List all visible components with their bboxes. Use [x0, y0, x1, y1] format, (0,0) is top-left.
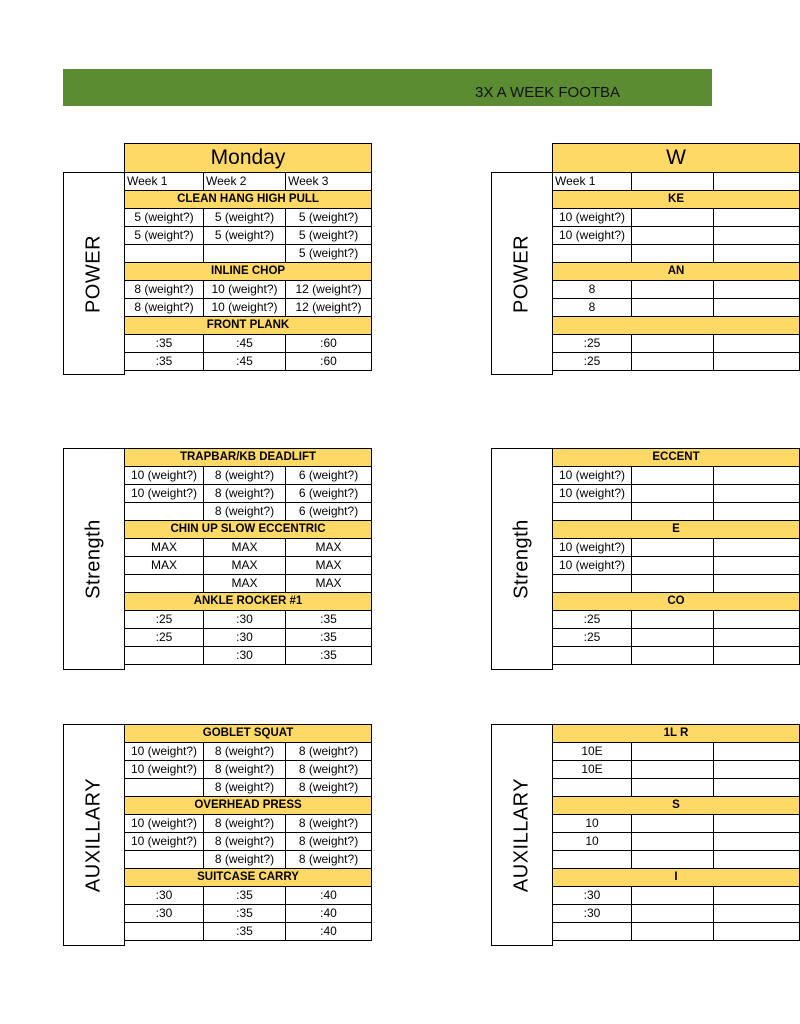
cell: 8 (weight?): [204, 485, 286, 503]
cell: 8 (weight?): [204, 833, 286, 851]
cell: 8 (weight?): [286, 779, 372, 797]
cell: 8: [553, 299, 632, 317]
wednesday-auxillary-clip: [552, 724, 689, 947]
monday-strength-table: [124, 448, 372, 665]
cell: [553, 923, 632, 941]
power-section-label-box: [63, 172, 125, 375]
cell: :25: [125, 611, 204, 629]
cell: :35: [204, 887, 286, 905]
cell: MAX: [204, 557, 286, 575]
cell: 12 (weight?): [286, 299, 372, 317]
cell: 10 (weight?): [553, 209, 632, 227]
cell: 10 (weight?): [125, 761, 204, 779]
cell: 6 (weight?): [286, 467, 372, 485]
cell: :25: [553, 353, 632, 371]
cell: 5 (weight?): [286, 209, 372, 227]
cell: 8 (weight?): [125, 299, 204, 317]
exercise-header: AN: [553, 263, 800, 281]
cell: :40: [286, 905, 372, 923]
cell: 8 (weight?): [204, 503, 286, 521]
exercise-header: OVERHEAD PRESS: [125, 797, 372, 815]
cell: :35: [286, 629, 372, 647]
auxillary-label: AUXILLARY: [510, 777, 533, 893]
monday-power-table: [124, 143, 372, 371]
exercise-header: ANKLE ROCKER #1: [125, 593, 372, 611]
cell: 8: [553, 281, 632, 299]
cell: 8 (weight?): [204, 779, 286, 797]
exercise-header: INLINE CHOP: [125, 263, 372, 281]
cell: 8 (weight?): [204, 815, 286, 833]
cell: 5 (weight?): [204, 227, 286, 245]
cell: 10E: [553, 761, 632, 779]
cell: [125, 245, 204, 263]
auxillary-section-label-box: [491, 724, 553, 946]
cell: MAX: [125, 539, 204, 557]
cell: :25: [553, 335, 632, 353]
exercise-header: [553, 317, 800, 335]
exercise-header: GOBLET SQUAT: [125, 725, 372, 743]
cell: 8 (weight?): [286, 761, 372, 779]
cell: 10 (weight?): [125, 485, 204, 503]
cell: :60: [286, 335, 372, 353]
cell: :30: [204, 647, 286, 665]
strength-label: Strength: [82, 519, 105, 599]
cell: MAX: [286, 539, 372, 557]
cell: [125, 779, 204, 797]
cell: 5 (weight?): [286, 245, 372, 263]
cell: 5 (weight?): [125, 209, 204, 227]
exercise-header: SUITCASE CARRY: [125, 869, 372, 887]
cell: 8 (weight?): [204, 851, 286, 869]
wednesday-power-clip: [552, 143, 686, 376]
cell: :30: [553, 887, 632, 905]
cell: 10: [553, 833, 632, 851]
cell: 10 (weight?): [553, 227, 632, 245]
cell: 10 (weight?): [553, 485, 632, 503]
cell: [125, 923, 204, 941]
cell: [204, 245, 286, 263]
cell: :40: [286, 923, 372, 941]
cell: 10 (weight?): [204, 281, 286, 299]
cell: 8 (weight?): [286, 833, 372, 851]
cell: :30: [125, 887, 204, 905]
cell: 10 (weight?): [553, 539, 632, 557]
cell: :30: [125, 905, 204, 923]
cell: 8 (weight?): [204, 743, 286, 761]
monday-auxillary-table: [124, 724, 372, 941]
cell: [125, 851, 204, 869]
cell: :35: [125, 353, 204, 371]
cell: 5 (weight?): [204, 209, 286, 227]
cell: 8 (weight?): [125, 281, 204, 299]
cell: :45: [204, 335, 286, 353]
exercise-header: KE: [553, 191, 800, 209]
cell: MAX: [204, 575, 286, 593]
wednesday-strength-clip: [552, 448, 700, 671]
cell: 10 (weight?): [125, 815, 204, 833]
wednesday-auxillary-table: [552, 724, 800, 941]
cell: :35: [125, 335, 204, 353]
wednesday-power-table: [552, 143, 800, 371]
exercise-header: CLEAN HANG HIGH PULL: [125, 191, 372, 209]
cell: 5 (weight?): [286, 227, 372, 245]
week-header: Week 3: [286, 173, 372, 191]
cell: :30: [204, 611, 286, 629]
cell: :35: [204, 905, 286, 923]
strength-label: Strength: [510, 519, 533, 599]
power-label: POWER: [510, 234, 533, 313]
auxillary-label: AUXILLARY: [82, 777, 105, 893]
cell: 5 (weight?): [125, 227, 204, 245]
day-header-monday: Monday: [125, 144, 372, 173]
strength-section-label-box: [63, 448, 125, 670]
cell: MAX: [125, 557, 204, 575]
page-title: 3X A WEEK FOOTBA: [475, 84, 621, 101]
cell: 8 (weight?): [286, 851, 372, 869]
cell: 10: [553, 815, 632, 833]
cell: [553, 575, 632, 593]
cell: 10 (weight?): [125, 833, 204, 851]
cell: [125, 647, 204, 665]
cell: MAX: [286, 557, 372, 575]
day-header-wednesday: W: [553, 144, 800, 173]
auxillary-section-label-box: [63, 724, 125, 946]
exercise-header: CO: [553, 593, 800, 611]
cell: :30: [204, 629, 286, 647]
exercise-header: 1L R: [553, 725, 800, 743]
cell: :60: [286, 353, 372, 371]
cell: [553, 647, 632, 665]
cell: 10E: [553, 743, 632, 761]
power-label: POWER: [82, 234, 105, 313]
cell: :30: [553, 905, 632, 923]
exercise-header: TRAPBAR/KB DEADLIFT: [125, 449, 372, 467]
cell: :35: [204, 923, 286, 941]
cell: 10 (weight?): [553, 557, 632, 575]
cell: [553, 851, 632, 869]
week-header: Week 1: [553, 173, 632, 191]
exercise-header: FRONT PLANK: [125, 317, 372, 335]
cell: MAX: [286, 575, 372, 593]
cell: :40: [286, 887, 372, 905]
week-header: Week 2: [204, 173, 286, 191]
exercise-header: ECCENT: [553, 449, 800, 467]
cell: 10 (weight?): [553, 467, 632, 485]
cell: [553, 779, 632, 797]
cell: 10 (weight?): [204, 299, 286, 317]
cell: [553, 503, 632, 521]
cell: 8 (weight?): [286, 743, 372, 761]
cell: :35: [286, 647, 372, 665]
cell: [553, 245, 632, 263]
cell: MAX: [204, 539, 286, 557]
cell: 10 (weight?): [125, 743, 204, 761]
cell: :35: [286, 611, 372, 629]
cell: 12 (weight?): [286, 281, 372, 299]
power-section-label-box: [491, 172, 553, 375]
cell: 8 (weight?): [204, 761, 286, 779]
cell: [125, 503, 204, 521]
cell: 8 (weight?): [286, 815, 372, 833]
cell: 8 (weight?): [204, 467, 286, 485]
cell: :45: [204, 353, 286, 371]
cell: 10 (weight?): [125, 467, 204, 485]
strength-section-label-box: [491, 448, 553, 670]
exercise-header: E: [553, 521, 800, 539]
exercise-header: S: [553, 797, 800, 815]
cell: :25: [553, 629, 632, 647]
wednesday-strength-table: [552, 448, 800, 665]
cell: [125, 575, 204, 593]
week-header: Week 1: [125, 173, 204, 191]
exercise-header: I: [553, 869, 800, 887]
cell: :25: [125, 629, 204, 647]
cell: 6 (weight?): [286, 485, 372, 503]
cell: 6 (weight?): [286, 503, 372, 521]
cell: :25: [553, 611, 632, 629]
exercise-header: CHIN UP SLOW ECCENTRIC: [125, 521, 372, 539]
